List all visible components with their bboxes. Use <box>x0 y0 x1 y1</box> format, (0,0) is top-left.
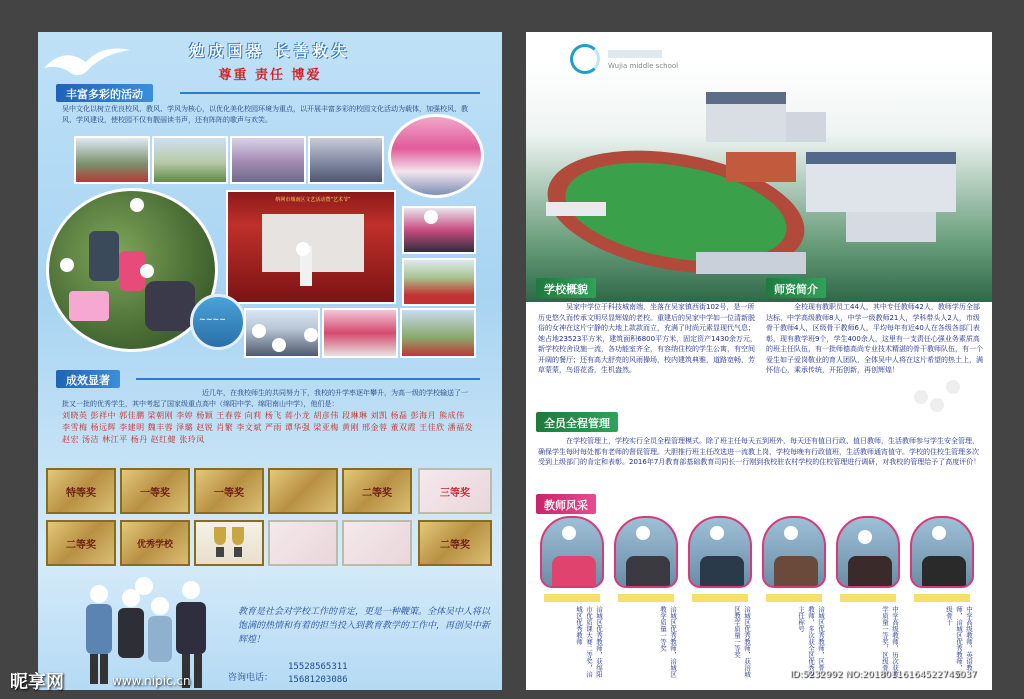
award-certificate: 优秀学校 <box>120 520 190 566</box>
teacher-description: 中学高级教师，英语教师，涪城区优秀教师，区级骨干 <box>945 606 973 678</box>
stage-banner-text: 纳网市城南区文艺活动暨“艺术节” <box>275 197 351 203</box>
blurred-face <box>914 390 928 404</box>
trophy-icon <box>204 523 254 563</box>
award-certificate: 特等奖 <box>46 468 116 514</box>
watermark-id: ID:5232992 NO:20180116164522745037 <box>790 670 977 680</box>
school-english-name: Wujia middle school <box>608 62 679 70</box>
teacher-description: 中学高级教师，历次获教学质量一等奖，区级骨干 <box>881 606 899 678</box>
school-motto: 尊重 责任 博爱 <box>218 68 322 83</box>
closing-poem: 教育是社会对学校工作的肯定，更是一种鞭策。全体吴中人将以饱满的热情和有着的担当投入到教育教学的工作中，再创吴中新辉煌！ <box>238 607 491 645</box>
teacher-description: 涪城区优秀教师，获涪城区教学质量一等奖 <box>733 606 751 678</box>
student-names: 刘晓英 彭祥中 郭佳鹏 梁朝刚 李婷 杨颖 王春蓉 向莉 杨飞 蒋小龙 胡彦伟 段琳琳 刘凯 杨磊 彭海月 熊成伟 李雪梅 杨远辉 李建明 魏丰蓉 泽璐 赵锐 肖繁 李文斌 严雨 谭华强 梁亚梅 黄刚 邢金蓉 董双霞 王佳欣 潘福发 赵宏 汤洁 林江平 杨丹 赵红健 张玲凤 <box>62 411 474 444</box>
caption-bar <box>840 594 896 602</box>
watermark-brand: 昵享网 <box>10 672 64 693</box>
right-page <box>526 32 992 690</box>
logo-wordmark <box>608 50 662 58</box>
award-certificate <box>342 520 412 566</box>
staff-text: 全校现有教职员工44人，其中专任教师42人，教师学历全部达标，中学高级教师8人，中学一级教师21人，学科带头人2人，市级骨干教师4人，区级骨干教师6人，平均每年有近40人在各级各部门表彰，现有教学班9个，学生400余人，这里有一支责任心强业务素质高的班主任队伍，有一批师德高尚专业技术精湛的骨干教师队伍，有一个爱生如子爱岗敬业的育人团队，全体吴中人将在这片希望的热土上，满怀信心，乘承传统，开拓创新，再创辉煌！ <box>766 303 983 374</box>
stage-event-photo <box>226 190 396 304</box>
caption-bar <box>914 594 970 602</box>
phone-number: 15681203086 <box>288 675 348 685</box>
award-certificate: 二等奖 <box>342 468 412 514</box>
blurred-face <box>930 398 944 412</box>
activity-photo <box>308 136 384 184</box>
activity-photo <box>230 136 306 184</box>
students-group-photo <box>78 576 228 690</box>
blurred-face <box>140 264 154 278</box>
watermark-url: www.nipic.cn <box>112 674 191 688</box>
teacher-photo <box>836 516 900 588</box>
activity-photo <box>402 258 476 306</box>
blurred-face <box>60 258 74 272</box>
intro-heading: 学校概貌 <box>536 278 596 298</box>
campus-illustration <box>526 62 992 302</box>
blurred-face <box>858 530 872 544</box>
caption-bar <box>618 594 674 602</box>
page-title: 勉成国器 长善救失 <box>189 42 351 60</box>
activity-photo <box>402 206 476 254</box>
blurred-face <box>710 526 724 540</box>
activity-photo <box>74 136 150 184</box>
achievements-text: 近几年，在我校师生的共同努力下，我校的升学率逐年攀升，为高一级的学校输送了一批又一批的优秀学生，其中考起了国家级重点高中（绵阳中学、绵阳南山中学），他们是： <box>62 389 468 408</box>
award-certificate: 一等奖 <box>194 468 264 514</box>
left-page <box>38 32 502 690</box>
caption-bar <box>692 594 748 602</box>
divider <box>136 378 480 380</box>
staff-heading: 师资简介 <box>766 278 826 298</box>
caption-bar <box>544 594 600 602</box>
blurred-face <box>562 526 576 540</box>
blurred-face <box>946 380 960 394</box>
campus-aerial-rendering <box>526 62 992 302</box>
teacher-description: 涪城区优秀教师，获绵阳市优质课大赛二等奖，涪城区优秀教师 <box>575 606 603 678</box>
divider <box>180 92 480 94</box>
activities-heading: 丰富多彩的活动 <box>56 84 153 102</box>
activity-photo <box>152 136 228 184</box>
management-text: 在学校管理上，学校实行全员全程管理模式。除了班主任每天五到班外，每天还有值日行政、值日教师，生活教师参与学生安全管理，确保学生每时每处都有老师的督促管理。大胆推行班主任改选进一流教上岗，学校每晚有行政值班，生活教师通宵值守。学校的住校生管理多次受到上级部门的肯定和表彰。2016年7月教育部基础教育司同长一行刚到我校驻农村学校的住校管理进行调研，对我校的管理给予了高度评价！ <box>538 437 981 466</box>
achievements-heading: 成效显著 <box>56 370 120 388</box>
blurred-face <box>424 210 438 224</box>
teachers-heading: 教师风采 <box>536 494 596 514</box>
award-certificate: 二等奖 <box>46 520 116 566</box>
teacher-description: 涪城区优秀教师，涪城区教学质量一等奖 <box>659 606 677 678</box>
teacher-description: 涪城区优秀教师，区骨干教师，多次获全区优秀班主任称号 <box>797 606 825 678</box>
trophy-photo <box>194 520 264 566</box>
blurred-face <box>932 526 946 540</box>
award-certificate: 三等奖 <box>418 468 492 514</box>
award-certificate: 一等奖 <box>120 468 190 514</box>
decorative-badge: ~~~~ <box>190 294 246 350</box>
blurred-face <box>130 198 144 212</box>
award-certificate <box>268 468 338 514</box>
award-certificate: 二等奖 <box>418 520 492 566</box>
intro-text: 吴家中学位于科技城南端，坐落在吴家镇西街102号，是一所历史悠久而传承文明尽显辉煌的老校。重建后的吴家中学如一位清新脱俗的女神在这片宁静的大地上款款而立，充满了时尚元素显现代气息；她占地23523平方米，建筑面积6800平方米，固定资产1430余万元，新学校校舍设施一流，各功能室齐全，有容纳住校的学生公寓，有空间开阔的餐厅；还有高大舒亮的风雨操场，校内建筑典雅，道路宽畅，芳草蒙蒙，鸟语花香，生机盎然。 <box>538 303 757 374</box>
activities-text: 吴中文化以树立优良校风、教风、学风为核心，以优化美化校园环境为重点，以开展丰富多彩的校园文化活动为载体，加强校风、教风、学风建设，使校园不仅有靓丽读书声，还有阵阵的歌声与欢笑。 <box>62 105 468 124</box>
blurred-face <box>296 242 310 256</box>
school-logo-icon <box>570 44 600 74</box>
blurred-face <box>636 526 650 540</box>
contact-label: 咨询电话： <box>228 673 274 683</box>
blurred-face <box>304 328 318 342</box>
management-heading: 全员全程管理 <box>536 412 618 432</box>
blurred-face <box>272 338 286 352</box>
phone-number: 15528565311 <box>288 662 348 672</box>
blurred-face <box>252 324 266 338</box>
activity-photo <box>400 308 476 358</box>
blurred-face <box>784 526 798 540</box>
stage-performance-photo <box>388 114 484 198</box>
award-certificate <box>268 520 338 566</box>
activity-photo <box>322 308 398 358</box>
caption-bar <box>766 594 822 602</box>
